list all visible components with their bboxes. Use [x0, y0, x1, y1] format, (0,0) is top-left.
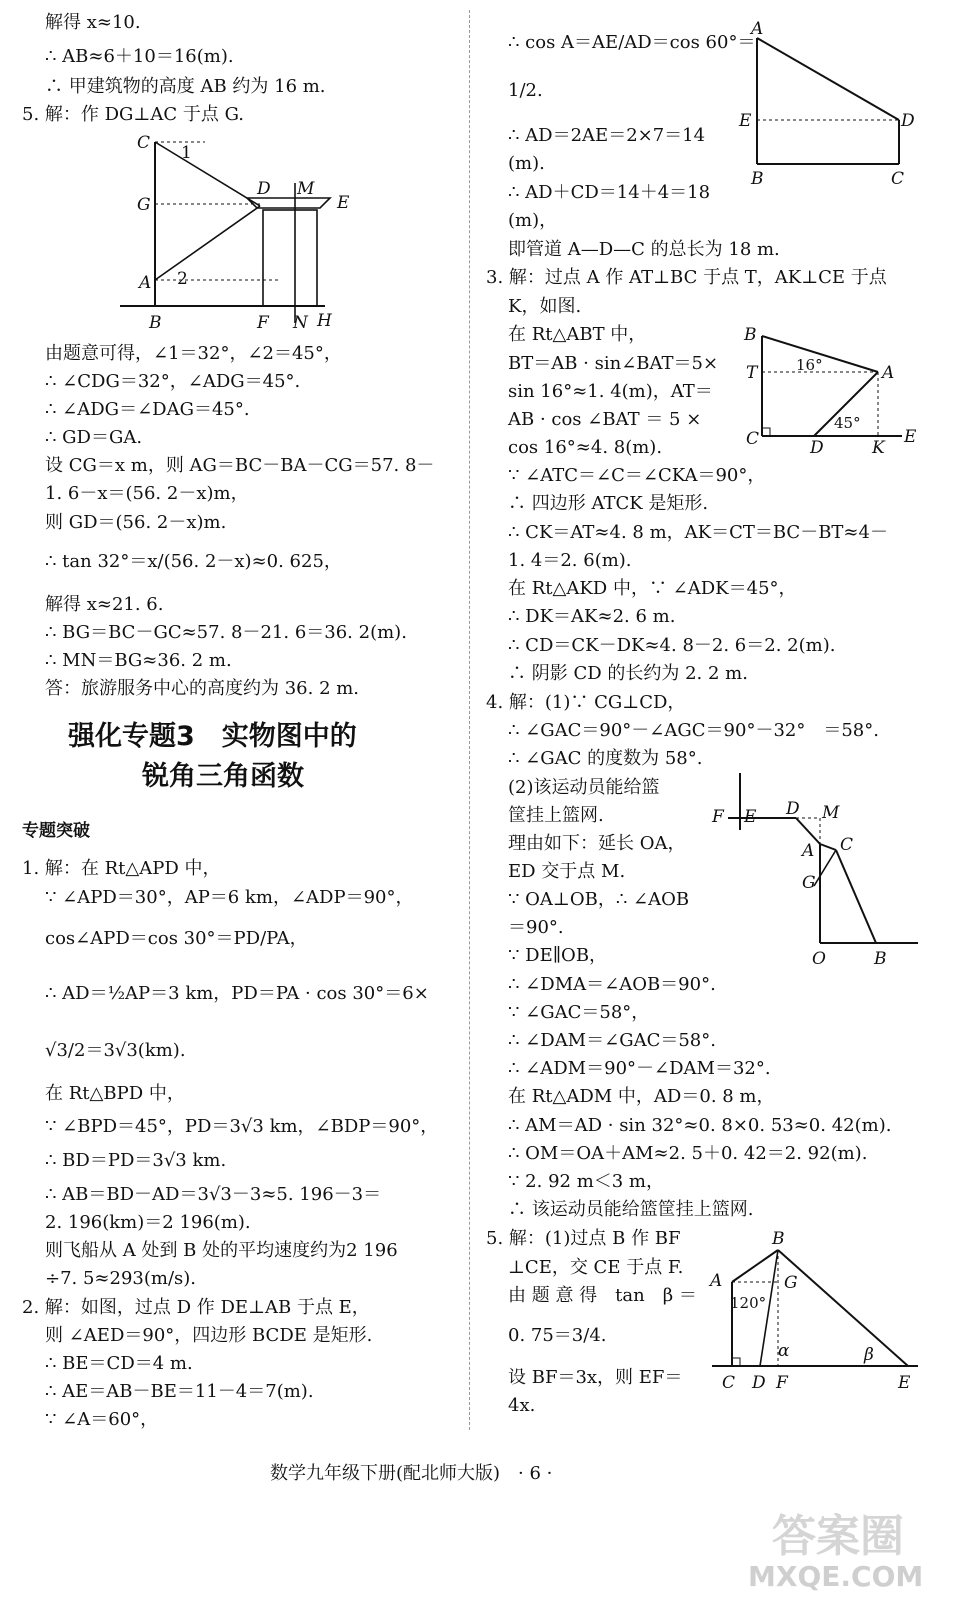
line-ad: [757, 38, 899, 120]
text-line: ∴ ∠DMA＝∠AOB＝90°.: [508, 974, 716, 995]
text-line: ∴ ∠GAC＝90°－∠AGC＝90°－32° ＝58°.: [508, 720, 879, 741]
watermark-logo: 答案圈: [772, 1511, 904, 1562]
text-line: 即管道 A—D—C 的总长为 18 m.: [508, 239, 780, 260]
label-d: D: [752, 1373, 766, 1393]
text-line: ∴ AB＝BD－AD＝3√3－3≈5. 196－3＝: [45, 1184, 382, 1205]
label-a: A: [710, 1271, 723, 1291]
label-f: F: [712, 807, 724, 827]
label-g: G: [802, 873, 816, 893]
label-b: B: [874, 949, 887, 969]
label-h: H: [317, 311, 332, 331]
text-line: ∵ ∠BPD＝45°，PD＝3√3 km，∠BDP＝90°，: [45, 1116, 439, 1137]
label-angle45: 45°: [834, 414, 861, 432]
label-c: C: [891, 169, 905, 189]
label-o: O: [812, 949, 826, 969]
label-g: G: [784, 1273, 798, 1293]
label-angle2: 2: [177, 269, 188, 289]
column-divider: [469, 10, 470, 1430]
label-b: B: [744, 325, 757, 345]
text-line: K，如图.: [508, 296, 582, 317]
line-be: [778, 1250, 908, 1366]
label-angle16: 16°: [796, 356, 823, 374]
text-line: 3. 解：过点 A 作 AT⊥BC 于点 T，AK⊥CE 于点: [486, 267, 887, 288]
text-line: ∴ AD＝½AP＝3 km，PD＝PA · cos 30°＝6×: [45, 983, 429, 1004]
text-line: sin 16°≈1. 4(m)，AT＝: [508, 381, 713, 402]
line-cg: [814, 850, 836, 886]
line-cd: [155, 142, 260, 206]
text-line: cos 16°≈4. 8(m).: [508, 437, 663, 458]
text-line: ∴ AE＝AB－BE＝11－4＝7(m).: [45, 1381, 314, 1402]
text-line: (m).: [508, 153, 545, 174]
text-line: 1. 4＝2. 6(m).: [508, 550, 632, 571]
label-e: E: [739, 111, 752, 131]
right-angle-mark: [762, 428, 770, 436]
ramp-figure: [706, 1228, 928, 1400]
line-ab: [732, 1250, 778, 1282]
text-line: ∴ AD＋CD＝14＋4＝18: [508, 182, 711, 203]
text-line: ∵ ∠ATC＝∠C＝∠CKA＝90°，: [508, 465, 766, 486]
text-line: ∴ DK＝AK≈2. 6 m.: [508, 606, 676, 627]
label-t: T: [746, 363, 758, 383]
text-line: cos∠APD＝cos 30°＝PD/PA，: [45, 928, 308, 949]
label-a: A: [882, 363, 895, 383]
text-line: 1. 6－x＝(56. 2－x)m，: [45, 483, 249, 504]
text-line: 5. 解：(1)过点 B 作 BF: [486, 1228, 681, 1249]
label-n: N: [293, 313, 308, 333]
label-angle1: 1: [181, 143, 192, 163]
label-b: B: [751, 169, 764, 189]
text-line: ∵ ∠A＝60°，: [45, 1409, 159, 1430]
text-line: BT＝AB · sin∠BAT＝5×: [508, 353, 719, 374]
text-line: 4x.: [508, 1395, 536, 1416]
text-line: 1/2.: [508, 80, 543, 101]
text-line: ∵ ∠GAC＝58°，: [508, 1002, 650, 1023]
text-line: 1. 解：在 Rt△APD 中，: [22, 858, 221, 879]
text-line: ∵ 2. 92 m＜3 m，: [508, 1171, 665, 1192]
text-line: ∵ DE∥OB，: [508, 945, 608, 966]
text-line: 理由如下：延长 OA，: [508, 833, 686, 854]
text-line: ∵ OA⊥OB，∴ ∠AOB: [508, 889, 690, 910]
text-line: 5. 解：作 DG⊥AC 于点 G.: [22, 104, 245, 125]
text-line: (m)，: [508, 210, 558, 231]
line-ad: [155, 206, 260, 280]
text-line: ∴ tan 32°＝x/(56. 2－x)≈0. 625，: [45, 551, 342, 572]
text-line: ⊥CE，交 CE 于点 F.: [508, 1257, 684, 1278]
text-line: ∴ 四边形 ATCK 是矩形.: [508, 493, 709, 514]
text-line: 解得 x≈10.: [45, 12, 141, 33]
text-line: ∴ AD＝2AE＝2×7＝14: [508, 125, 706, 146]
watermark-url: MXQE.COM: [748, 1560, 924, 1593]
text-line: ∴ BE＝CD＝4 m.: [45, 1353, 193, 1374]
text-line: ∴ 该运动员能给篮筐挂上篮网.: [508, 1199, 754, 1220]
label-angle120: 120°: [730, 1294, 767, 1312]
text-line: ∴ BG＝BC－GC≈57. 8－21. 6＝36. 2(m).: [45, 622, 407, 643]
text-line: 在 Rt△AKD 中，∵ ∠ADK＝45°，: [508, 578, 797, 599]
label-e: E: [898, 1373, 911, 1393]
text-line: ∴ OM＝OA＋AM≈2. 5＋0. 42＝2. 92(m).: [508, 1143, 868, 1164]
shadow-figure: [742, 322, 922, 457]
text-line: ∴ BD＝PD＝3√3 km.: [45, 1150, 227, 1171]
text-line: ∴ ∠ADG＝∠DAG＝45°.: [45, 399, 250, 420]
label-d: D: [810, 438, 824, 458]
label-f: F: [776, 1373, 788, 1393]
text-line: ∴ AB≈6＋10＝16(m).: [45, 46, 234, 67]
label-k: K: [872, 438, 885, 458]
text-line: ∴ ∠DAM＝∠GAC＝58°.: [508, 1030, 716, 1051]
text-line: 2. 196(km)＝2 196(m).: [45, 1212, 251, 1233]
text-line: √3/2＝3√3(km).: [45, 1040, 186, 1061]
right-angle-mark: [732, 1358, 740, 1366]
label-f: F: [257, 313, 269, 333]
text-line: 4. 解：(1)∵ CG⊥CD，: [486, 692, 686, 713]
text-line: ∴ CD＝CK－DK≈4. 8－2. 6＝2. 2(m).: [508, 635, 836, 656]
label-d: D: [901, 111, 915, 131]
label-alpha: α: [778, 1341, 790, 1361]
label-e: E: [744, 807, 757, 827]
label-d: D: [257, 179, 271, 199]
label-c: C: [722, 1373, 736, 1393]
text-line: 由 题 意 得 tan β ＝: [508, 1285, 697, 1306]
section-title: 锐角三角函数: [142, 761, 304, 792]
label-a: A: [802, 841, 815, 861]
label-m: M: [297, 179, 315, 199]
text-line: ∴ MN＝BG≈36. 2 m.: [45, 650, 232, 671]
text-line: 由题意可得，∠1＝32°，∠2＝45°，: [45, 343, 342, 364]
text-line: 解得 x≈21. 6.: [45, 594, 164, 615]
text-line: (2)该运动员能给篮: [508, 777, 660, 798]
text-line: ∴ 甲建筑物的高度 AB 约为 16 m.: [45, 76, 326, 97]
line-ac: [820, 844, 836, 850]
label-b: B: [772, 1229, 785, 1249]
building-figure: [115, 128, 365, 333]
pipe-figure: [735, 18, 925, 193]
text-line: ∴ AM＝AD · sin 32°≈0. 8×0. 53≈0. 42(m).: [508, 1115, 892, 1136]
text-line: ∴ CK＝AT≈4. 8 m，AK＝CT＝BC－BT≈4－: [508, 522, 888, 543]
label-c: C: [840, 835, 854, 855]
text-line: ÷7. 5≈293(m/s).: [45, 1268, 197, 1289]
label-c: C: [746, 429, 760, 449]
basketball-figure: [710, 768, 925, 968]
text-line: ED 交于点 M.: [508, 861, 626, 882]
text-line: 设 BF＝3x，则 EF＝: [508, 1367, 683, 1388]
text-line: 答：旅游服务中心的高度约为 36. 2 m.: [45, 678, 360, 699]
label-a: A: [751, 19, 764, 39]
label-a: A: [139, 273, 152, 293]
text-line: 则 GD＝(56. 2－x)m.: [45, 512, 227, 533]
text-line: ∴ GD＝GA.: [45, 427, 143, 448]
text-line: ∵ ∠APD＝30°，AP＝6 km，∠ADP＝90°，: [45, 887, 414, 908]
label-beta: β: [864, 1345, 874, 1365]
text-line: 0. 75＝3/4.: [508, 1325, 607, 1346]
text-line: ＝90°.: [508, 917, 564, 938]
page-footer: 数学九年级下册(配北师大版) · 6 ·: [270, 1463, 553, 1484]
label-e: E: [337, 193, 350, 213]
label-b: B: [149, 313, 162, 333]
text-line: 设 CG＝x m，则 AG＝BC－BA－CG＝57. 8－: [45, 455, 435, 476]
text-line: 在 Rt△ADM 中，AD＝0. 8 m，: [508, 1086, 775, 1107]
text-line: ∴ ∠CDG＝32°，∠ADG＝45°.: [45, 371, 301, 392]
label-c: C: [137, 133, 151, 153]
text-line: 在 Rt△BPD 中，: [45, 1083, 185, 1104]
label-d: D: [786, 799, 800, 819]
label-g: G: [137, 195, 151, 215]
text-line: AB · cos ∠BAT ＝ 5 ×: [508, 409, 702, 430]
text-line: ∴ cos A＝AE/AD＝cos 60°＝: [508, 32, 756, 53]
section-title: 强化专题3 实物图中的: [68, 721, 357, 752]
text-line: 筐挂上篮网.: [508, 805, 604, 826]
tower: [263, 210, 317, 306]
line-cb: [836, 850, 876, 943]
text-line: 则 ∠AED＝90°，四边形 BCDE 是矩形.: [45, 1325, 373, 1346]
text-line: ∴ ∠ADM＝90°－∠DAM＝32°.: [508, 1058, 771, 1079]
text-line: 2. 解：如图，过点 D 作 DE⊥AB 于点 E，: [22, 1297, 370, 1318]
text-line: 则飞船从 A 处到 B 处的平均速度约为2 196: [45, 1240, 398, 1261]
text-line: 在 Rt△ABT 中，: [508, 324, 647, 345]
label-m: M: [822, 803, 840, 823]
text-line: ∴ ∠GAC 的度数为 58°.: [508, 748, 703, 769]
subsection-title: 专题突破: [22, 821, 90, 841]
text-line: ∴ 阴影 CD 的长约为 2. 2 m.: [508, 663, 748, 684]
label-e: E: [904, 427, 917, 447]
